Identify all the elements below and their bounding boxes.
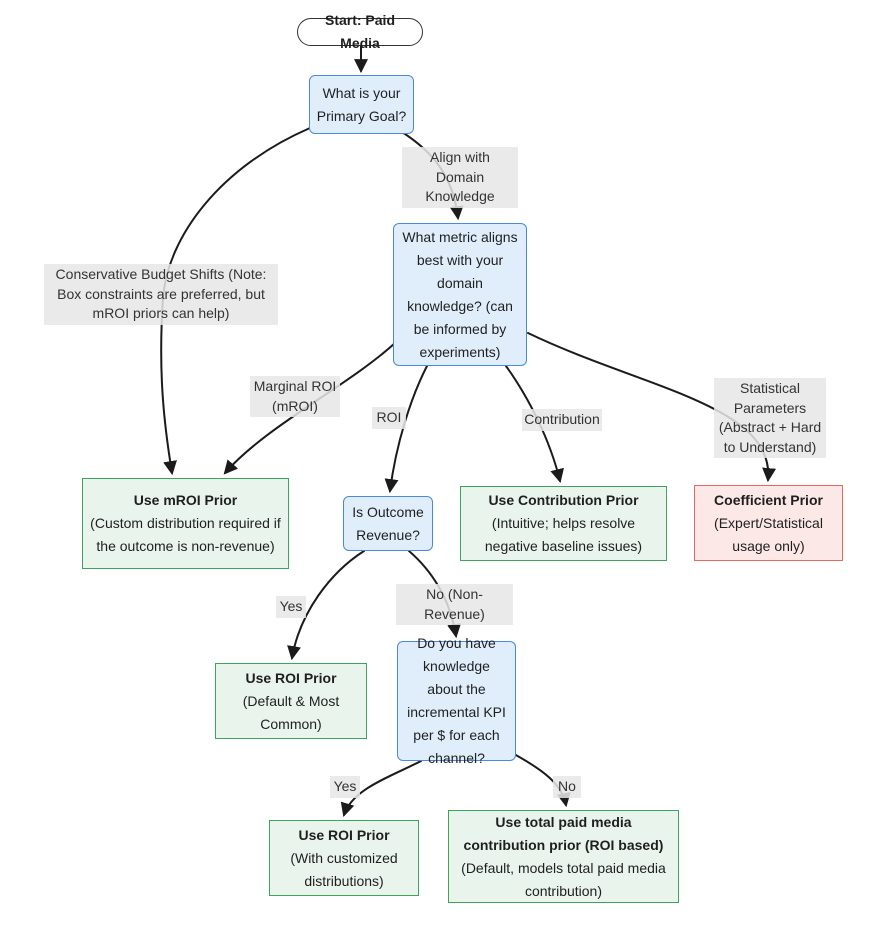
edge-label-align-with-domain-knowledge: Align with Domain Knowledge [402,147,518,208]
node-use-roi-prior-custom-subtitle: (With customized distributions) [290,849,398,889]
edge-label-marginal-roi: Marginal ROI (mROI) [250,376,340,417]
node-use-contribution-prior-title: Use Contribution Prior [488,492,639,508]
node-use-roi-prior-default-title: Use ROI Prior [245,669,337,686]
node-start-label: Start: Paid Media [324,12,395,51]
node-use-roi-prior-default-subtitle: (Default & Most Common) [242,692,340,732]
edge-label-contribution: Contribution [522,409,602,431]
node-use-mroi-prior-title: Use mROI Prior [133,492,238,508]
node-coefficient-prior-title: Coefficient Prior [714,491,823,508]
node-is-outcome-revenue [343,496,433,551]
edge-label-roi: ROI [372,407,406,429]
node-kpi-question-label: Do you have knowledge about the incremental KPI per $ for each channel? [407,635,506,766]
node-total-paid-media-prior [448,810,679,903]
node-use-roi-prior-default [215,663,367,739]
node-coefficient-prior [694,485,843,561]
node-is-outcome-revenue-label: Is Outcome Revenue? [352,503,424,543]
node-total-paid-media-prior-title: Use total paid media contribution prior (ROI based) [463,813,664,853]
edge-label-yes-kpi: Yes [330,776,360,798]
node-primary-goal-label: What is your Primary Goal? [316,84,407,124]
node-use-mroi-prior [82,478,289,569]
node-use-mroi-prior-subtitle: (Custom distribution required if the outcome is non-revenue) [90,515,281,554]
node-use-contribution-prior [460,486,667,561]
node-total-paid-media-prior-subtitle: (Default, models total paid media contribution) [461,859,666,899]
node-metric-question [393,223,527,366]
edge-label-no-non-revenue: No (Non-Revenue) [396,584,513,625]
node-coefficient-prior-subtitle: (Expert/Statistical usage only) [714,514,823,554]
node-use-contribution-prior-subtitle: (Intuitive; helps resolve negative baseline issues) [484,515,643,554]
node-primary-goal-question [309,75,414,134]
edge-label-yes-revenue: Yes [276,596,306,618]
edge-metric-question-to-is-outcome-revenue [390,366,427,491]
node-use-roi-prior-custom [269,820,419,896]
node-kpi-question [397,635,516,766]
node-start-paid-media [297,12,423,51]
edge-label-statistical-parameters: Statistical Parameters (Abstract + Hard to Understand) [714,378,826,458]
edge-label-no-kpi: No [553,776,581,798]
edge-label-conservative-budget-shifts: Conservative Budget Shifts (Note: Box constraints are preferred, but mROI priors can help) [44,264,278,325]
node-metric-question-label: What metric aligns best with your domain knowledge? (can be informed by experiments) [402,228,518,360]
node-use-roi-prior-custom-title: Use ROI Prior [298,826,390,843]
